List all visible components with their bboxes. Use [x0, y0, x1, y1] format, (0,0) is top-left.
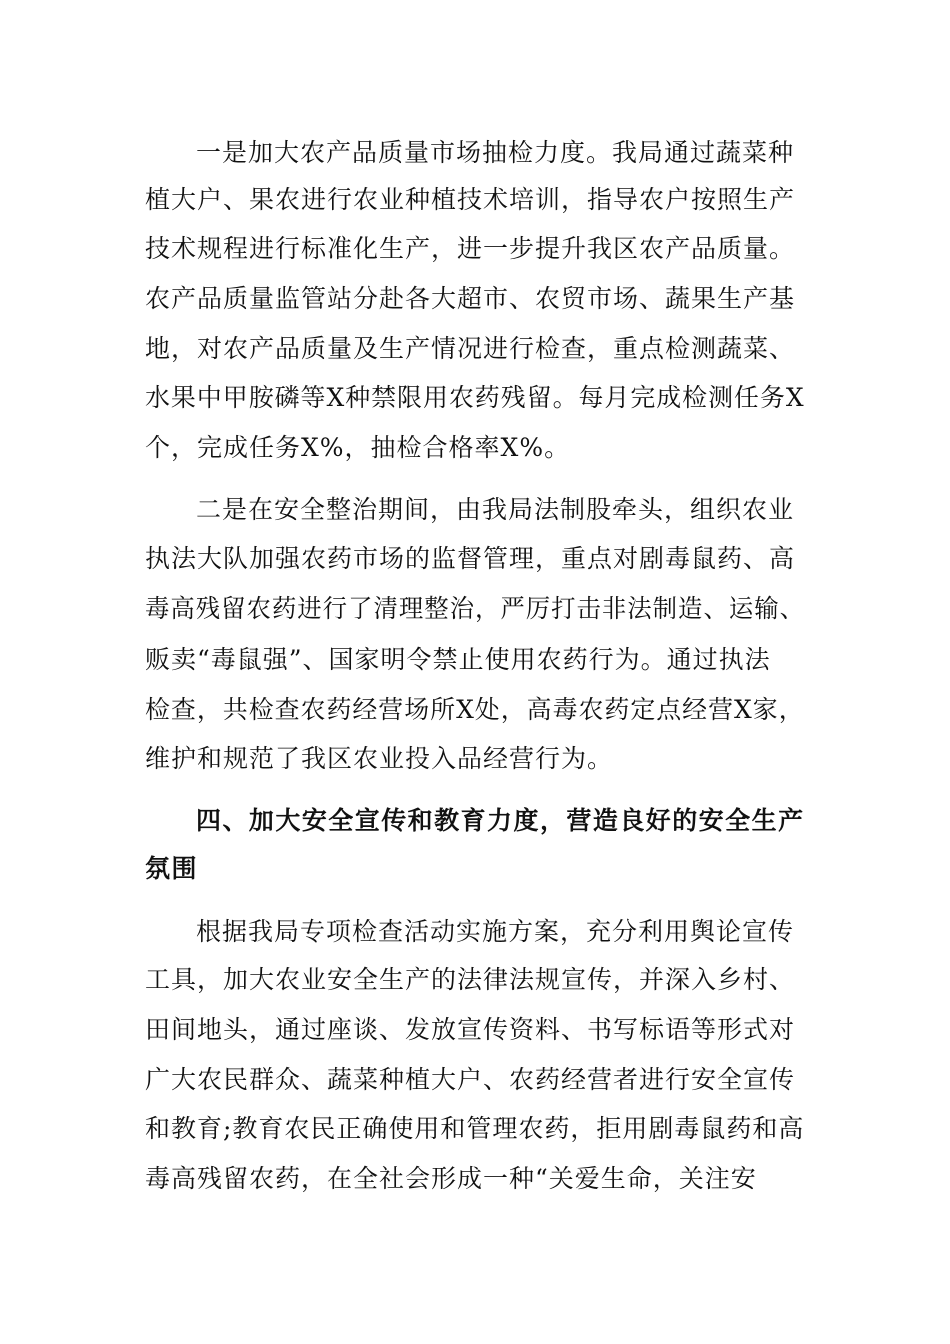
paragraph-1-line-1: 一是加大农产品质量市场抽检力度。我局通过蔬菜种 [196, 138, 795, 167]
paragraph-1-line-7: 个，完成任务X%，抽检合格率X%。 [145, 433, 571, 462]
section-heading-line-2: 氛围 [145, 854, 199, 883]
paragraph-1-line-6: 水果中甲胺磷等X种禁限用农药残留。每月完成检测任务X [145, 383, 805, 412]
paragraph-2-line-4: 贩卖“毒鼠强”、国家明令禁止使用农药行为。通过执法 [145, 645, 771, 674]
paragraph-2-line-5: 检查，共检查农药经营场所X处，高毒农药定点经营X家， [145, 695, 805, 724]
paragraph-1-line-4: 农产品质量监管站分赴各大超市、农贸市场、蔬果生产基 [145, 284, 796, 313]
paragraph-2-line-2: 执法大队加强农药市场的监督管理，重点对剧毒鼠药、高 [145, 544, 796, 573]
paragraph-1-line-5: 地，对农产品质量及生产情况进行检查，重点检测蔬菜、 [145, 334, 796, 363]
paragraph-3-line-4: 广大农民群众、蔬菜种植大户、农药经营者进行安全宣传 [145, 1065, 796, 1094]
paragraph-1-line-2: 植大户、果农进行农业种植技术培训，指导农户按照生产 [145, 185, 796, 214]
paragraph-3-line-3: 田间地头，通过座谈、发放宣传资料、书写标语等形式对 [145, 1015, 796, 1044]
paragraph-2-line-1: 二是在安全整治期间，由我局法制股牵头，组织农业 [196, 495, 795, 524]
paragraph-3-line-6: 毒高残留农药，在全社会形成一种“关爱生命，关注安 [145, 1164, 757, 1193]
paragraph-3-line-5: 和教育;教育农民正确使用和管理农药，拒用剧毒鼠药和高 [145, 1114, 805, 1143]
paragraph-2-line-6: 维护和规范了我区农业投入品经营行为。 [145, 744, 614, 773]
section-heading-line-1: 四、加大安全宣传和教育力度，营造良好的安全生产 [196, 806, 805, 835]
paragraph-2-line-3: 毒高残留农药进行了清理整治，严厉打击非法制造、运输、 [145, 594, 805, 623]
paragraph-3-line-2: 工具，加大农业安全生产的法律法规宣传，并深入乡村、 [145, 965, 796, 994]
paragraph-1-line-3: 技术规程进行标准化生产，进一步提升我区农产品质量。 [145, 234, 796, 263]
paragraph-3-line-1: 根据我局专项检查活动实施方案，充分利用舆论宣传 [196, 917, 795, 946]
